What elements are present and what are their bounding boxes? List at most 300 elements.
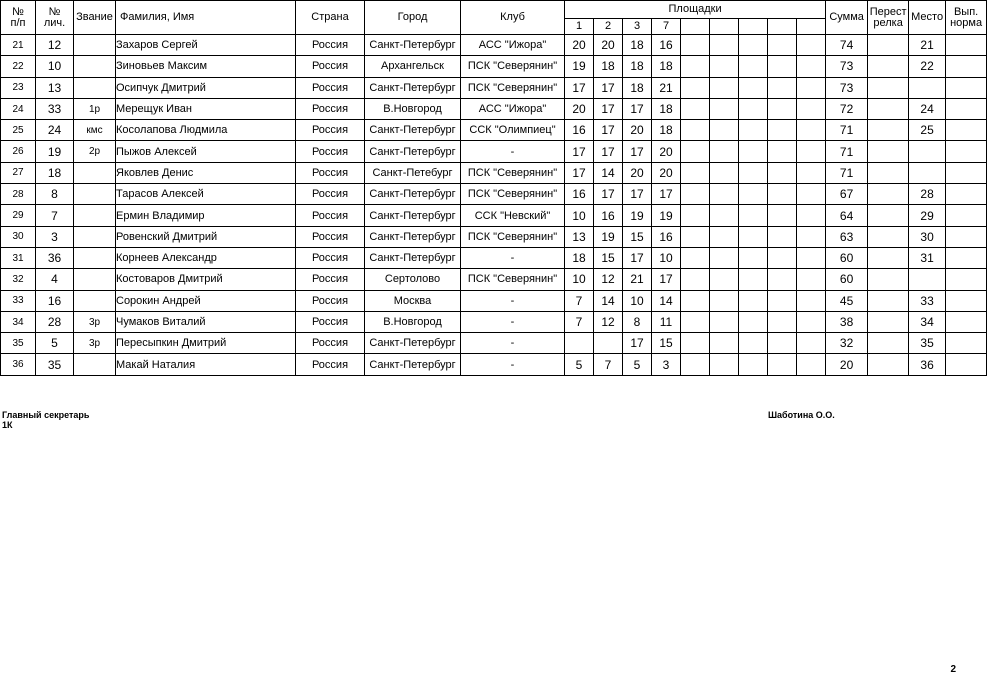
cell-country: Россия <box>296 184 365 205</box>
cell-city: Санкт-Петебург <box>365 162 461 183</box>
cell-platform-score <box>681 226 710 247</box>
cell-club: - <box>461 311 565 332</box>
cell-sum: 73 <box>826 77 868 98</box>
cell-platform-score: 17 <box>594 77 623 98</box>
cell-platform-score: 18 <box>652 120 681 141</box>
cell-platform-score: 20 <box>565 35 594 56</box>
cell-platform-score <box>739 35 768 56</box>
cell-platform-score <box>797 56 826 77</box>
cell-place <box>909 141 946 162</box>
cell-city: Санкт-Петербург <box>365 354 461 375</box>
cell-personal-number: 3 <box>36 226 74 247</box>
cell-norm <box>946 354 987 375</box>
table-row <box>1 77 987 98</box>
cell-platform-score: 17 <box>594 120 623 141</box>
cell-place: 25 <box>909 120 946 141</box>
cell-club: - <box>461 247 565 268</box>
cell-platform-score: 18 <box>565 247 594 268</box>
col-header-rank: Звание <box>74 1 116 35</box>
cell-platform-score: 17 <box>623 333 652 354</box>
cell-rank <box>74 184 116 205</box>
cell-norm <box>946 290 987 311</box>
cell-rank <box>74 354 116 375</box>
cell-np: 21 <box>1 35 36 56</box>
cell-np: 23 <box>1 77 36 98</box>
cell-rank <box>74 56 116 77</box>
cell-platform-score <box>681 77 710 98</box>
platform-number-header: 3 <box>623 19 652 35</box>
cell-platform-score <box>768 205 797 226</box>
cell-rank: 1р <box>74 98 116 119</box>
cell-city: Санкт-Петербург <box>365 120 461 141</box>
cell-platform-score: 17 <box>623 247 652 268</box>
cell-platform-score: 19 <box>565 56 594 77</box>
cell-city: Санкт-Петербург <box>365 247 461 268</box>
cell-platform-score: 10 <box>652 247 681 268</box>
table-row <box>1 269 987 290</box>
cell-personal-number: 28 <box>36 311 74 332</box>
cell-name: Пересыпкин Дмитрий <box>116 333 296 354</box>
cell-platform-score <box>797 98 826 119</box>
cell-place: 31 <box>909 247 946 268</box>
cell-platform-score: 3 <box>652 354 681 375</box>
cell-personal-number: 5 <box>36 333 74 354</box>
cell-club: ПСК "Северянин" <box>461 184 565 205</box>
cell-platform-score <box>739 98 768 119</box>
table-row <box>1 354 987 375</box>
cell-sum: 38 <box>826 311 868 332</box>
cell-platform-score <box>768 120 797 141</box>
cell-platform-score: 5 <box>565 354 594 375</box>
cell-platform-score: 10 <box>565 269 594 290</box>
cell-sum: 74 <box>826 35 868 56</box>
cell-name: Сорокин Андрей <box>116 290 296 311</box>
cell-platform-score <box>797 247 826 268</box>
cell-norm <box>946 226 987 247</box>
cell-sum: 60 <box>826 247 868 268</box>
cell-platform-score <box>681 184 710 205</box>
cell-platform-score: 17 <box>594 141 623 162</box>
cell-platform-score <box>681 333 710 354</box>
cell-platform-score <box>739 290 768 311</box>
cell-club: - <box>461 290 565 311</box>
cell-city: Санкт-Петербург <box>365 226 461 247</box>
cell-club: ПСК "Северянин" <box>461 56 565 77</box>
cell-platform-score: 7 <box>565 290 594 311</box>
cell-name: Мерещук Иван <box>116 98 296 119</box>
cell-platform-score <box>739 226 768 247</box>
cell-np: 30 <box>1 226 36 247</box>
cell-club: ПСК "Северянин" <box>461 226 565 247</box>
cell-country: Россия <box>296 35 365 56</box>
cell-np: 22 <box>1 56 36 77</box>
cell-rank: 3р <box>74 333 116 354</box>
cell-platform-score: 5 <box>623 354 652 375</box>
table-row <box>1 205 987 226</box>
cell-platform-score: 19 <box>623 205 652 226</box>
cell-platform-score: 20 <box>565 98 594 119</box>
cell-shootoff <box>868 35 909 56</box>
cell-club: АСС "Ижора" <box>461 98 565 119</box>
cell-platform-score: 12 <box>594 311 623 332</box>
cell-platform-score: 18 <box>623 77 652 98</box>
col-header-city: Город <box>365 1 461 35</box>
cell-country: Россия <box>296 333 365 354</box>
cell-norm <box>946 184 987 205</box>
table-row <box>1 184 987 205</box>
cell-place <box>909 269 946 290</box>
cell-platform-score <box>768 141 797 162</box>
col-header-name: Фамилия, Имя <box>116 1 296 35</box>
cell-place: 29 <box>909 205 946 226</box>
cell-platform-score: 20 <box>652 162 681 183</box>
cell-shootoff <box>868 311 909 332</box>
cell-personal-number: 10 <box>36 56 74 77</box>
platform-number-header: 7 <box>652 19 681 35</box>
cell-platform-score <box>768 247 797 268</box>
platform-number-header: 1 <box>565 19 594 35</box>
cell-city: Санкт-Петербург <box>365 35 461 56</box>
cell-platform-score: 18 <box>594 56 623 77</box>
table-row <box>1 226 987 247</box>
cell-name: Ровенский Дмитрий <box>116 226 296 247</box>
cell-name: Костоваров Дмитрий <box>116 269 296 290</box>
cell-platform-score: 14 <box>594 162 623 183</box>
cell-platform-score <box>739 141 768 162</box>
cell-name: Макай Наталия <box>116 354 296 375</box>
cell-personal-number: 24 <box>36 120 74 141</box>
cell-country: Россия <box>296 120 365 141</box>
cell-platform-score <box>710 141 739 162</box>
cell-platform-score: 15 <box>594 247 623 268</box>
cell-platform-score: 15 <box>623 226 652 247</box>
cell-platform-score: 17 <box>623 98 652 119</box>
cell-platform-score <box>768 269 797 290</box>
cell-platform-score <box>710 354 739 375</box>
cell-norm <box>946 141 987 162</box>
table-row <box>1 141 987 162</box>
cell-personal-number: 16 <box>36 290 74 311</box>
cell-city: Архангельск <box>365 56 461 77</box>
cell-platform-score: 16 <box>652 226 681 247</box>
cell-club: ССК "Олимпиец" <box>461 120 565 141</box>
cell-platform-score <box>710 120 739 141</box>
secretary-title: Главный секретарь <box>2 410 90 420</box>
col-header-place: Место <box>909 1 946 35</box>
cell-np: 28 <box>1 184 36 205</box>
cell-platform-score <box>681 141 710 162</box>
cell-platform-score: 19 <box>594 226 623 247</box>
cell-place: 33 <box>909 290 946 311</box>
cell-shootoff <box>868 269 909 290</box>
cell-country: Россия <box>296 311 365 332</box>
table-row <box>1 56 987 77</box>
cell-platform-score <box>681 56 710 77</box>
cell-platform-score: 20 <box>652 141 681 162</box>
cell-city: Санкт-Петербург <box>365 184 461 205</box>
cell-platform-score <box>710 290 739 311</box>
cell-shootoff <box>868 333 909 354</box>
cell-norm <box>946 269 987 290</box>
cell-rank <box>74 35 116 56</box>
cell-place: 22 <box>909 56 946 77</box>
platform-number-header <box>681 19 710 35</box>
cell-country: Россия <box>296 162 365 183</box>
secretary-category: 1К <box>2 420 13 430</box>
cell-place <box>909 162 946 183</box>
table-row <box>1 162 987 183</box>
cell-platform-score: 16 <box>652 35 681 56</box>
cell-country: Россия <box>296 77 365 98</box>
cell-shootoff <box>868 290 909 311</box>
cell-name: Яковлев Денис <box>116 162 296 183</box>
cell-club: ПСК "Северянин" <box>461 162 565 183</box>
cell-platform-score <box>739 354 768 375</box>
cell-platform-score: 11 <box>652 311 681 332</box>
table-row <box>1 35 987 56</box>
cell-place: 36 <box>909 354 946 375</box>
cell-rank <box>74 205 116 226</box>
cell-shootoff <box>868 98 909 119</box>
cell-norm <box>946 120 987 141</box>
cell-platform-score <box>681 35 710 56</box>
cell-platform-score <box>710 77 739 98</box>
cell-platform-score <box>681 311 710 332</box>
cell-city: Санкт-Петербург <box>365 141 461 162</box>
cell-norm <box>946 247 987 268</box>
cell-platform-score: 20 <box>623 120 652 141</box>
cell-place: 34 <box>909 311 946 332</box>
cell-platform-score <box>768 77 797 98</box>
cell-norm <box>946 333 987 354</box>
cell-platform-score <box>681 162 710 183</box>
cell-platform-score: 7 <box>594 354 623 375</box>
col-header-sum: Сумма <box>826 1 868 35</box>
page-number: 2 <box>950 664 956 675</box>
col-header-np: № п/п <box>1 1 36 35</box>
cell-place: 30 <box>909 226 946 247</box>
col-header-country: Страна <box>296 1 365 35</box>
cell-platform-score: 18 <box>623 35 652 56</box>
cell-city: Москва <box>365 290 461 311</box>
cell-platform-score <box>710 35 739 56</box>
cell-sum: 63 <box>826 226 868 247</box>
cell-sum: 67 <box>826 184 868 205</box>
cell-platform-score <box>768 226 797 247</box>
cell-platform-score: 7 <box>565 311 594 332</box>
cell-country: Россия <box>296 226 365 247</box>
platform-number-header <box>739 19 768 35</box>
secretary-name: Шаботина О.О. <box>768 410 835 420</box>
cell-platform-score: 20 <box>623 162 652 183</box>
cell-country: Россия <box>296 290 365 311</box>
cell-platform-score <box>768 35 797 56</box>
cell-city: Санкт-Петербург <box>365 77 461 98</box>
cell-country: Россия <box>296 141 365 162</box>
cell-sum: 71 <box>826 141 868 162</box>
cell-platform-score: 17 <box>565 141 594 162</box>
cell-shootoff <box>868 184 909 205</box>
cell-personal-number: 7 <box>36 205 74 226</box>
cell-rank <box>74 77 116 98</box>
cell-club: ССК "Невский" <box>461 205 565 226</box>
cell-platform-score <box>710 184 739 205</box>
cell-np: 29 <box>1 205 36 226</box>
cell-platform-score <box>768 162 797 183</box>
cell-country: Россия <box>296 205 365 226</box>
cell-country: Россия <box>296 56 365 77</box>
cell-platform-score <box>768 56 797 77</box>
cell-platform-score: 17 <box>623 184 652 205</box>
cell-name: Зиновьев Максим <box>116 56 296 77</box>
cell-np: 32 <box>1 269 36 290</box>
cell-platform-score <box>768 354 797 375</box>
cell-platform-score <box>739 184 768 205</box>
cell-np: 31 <box>1 247 36 268</box>
cell-shootoff <box>868 226 909 247</box>
cell-platform-score: 16 <box>565 184 594 205</box>
cell-norm <box>946 35 987 56</box>
cell-platform-score <box>710 226 739 247</box>
cell-norm <box>946 311 987 332</box>
cell-sum: 71 <box>826 162 868 183</box>
cell-platform-score <box>768 333 797 354</box>
cell-norm <box>946 205 987 226</box>
cell-city: В.Новгород <box>365 98 461 119</box>
cell-platform-score: 18 <box>623 56 652 77</box>
cell-country: Россия <box>296 354 365 375</box>
cell-platform-score: 19 <box>652 205 681 226</box>
table-row <box>1 98 987 119</box>
cell-shootoff <box>868 56 909 77</box>
cell-platform-score <box>797 311 826 332</box>
cell-platform-score: 12 <box>594 269 623 290</box>
cell-np: 33 <box>1 290 36 311</box>
cell-platform-score <box>768 311 797 332</box>
cell-country: Россия <box>296 98 365 119</box>
cell-platform-score: 17 <box>652 184 681 205</box>
col-header-shootoff: Перест релка <box>868 1 909 35</box>
cell-place <box>909 77 946 98</box>
cell-rank <box>74 269 116 290</box>
cell-sum: 73 <box>826 56 868 77</box>
cell-platform-score: 17 <box>652 269 681 290</box>
cell-platform-score <box>681 269 710 290</box>
cell-name: Ермин Владимир <box>116 205 296 226</box>
cell-rank <box>74 162 116 183</box>
col-header-nl: № лич. <box>36 1 74 35</box>
table-row <box>1 333 987 354</box>
cell-platform-score: 18 <box>652 98 681 119</box>
cell-personal-number: 36 <box>36 247 74 268</box>
cell-platform-score <box>710 247 739 268</box>
cell-place: 24 <box>909 98 946 119</box>
cell-platform-score <box>710 56 739 77</box>
cell-norm <box>946 56 987 77</box>
cell-platform-score <box>681 290 710 311</box>
cell-np: 26 <box>1 141 36 162</box>
cell-platform-score: 10 <box>623 290 652 311</box>
cell-personal-number: 8 <box>36 184 74 205</box>
cell-platform-score <box>739 77 768 98</box>
cell-shootoff <box>868 162 909 183</box>
cell-norm <box>946 77 987 98</box>
platform-number-header <box>768 19 797 35</box>
cell-city: Санкт-Петербург <box>365 333 461 354</box>
cell-platform-score <box>739 333 768 354</box>
cell-platform-score <box>681 205 710 226</box>
secretary-block <box>2 410 89 430</box>
cell-platform-score <box>797 205 826 226</box>
platform-number-header: 2 <box>594 19 623 35</box>
cell-platform-score <box>797 226 826 247</box>
cell-platform-score <box>681 120 710 141</box>
cell-club: - <box>461 354 565 375</box>
cell-club: ПСК "Северянин" <box>461 77 565 98</box>
cell-platform-score <box>797 290 826 311</box>
table-row <box>1 120 987 141</box>
cell-platform-score <box>594 333 623 354</box>
cell-platform-score: 15 <box>652 333 681 354</box>
cell-platform-score <box>739 269 768 290</box>
cell-platform-score <box>797 184 826 205</box>
cell-platform-score <box>710 311 739 332</box>
cell-personal-number: 12 <box>36 35 74 56</box>
cell-name: Захаров Сергей <box>116 35 296 56</box>
cell-norm <box>946 162 987 183</box>
cell-platform-score <box>797 354 826 375</box>
cell-platform-score <box>681 247 710 268</box>
cell-club: - <box>461 141 565 162</box>
cell-shootoff <box>868 205 909 226</box>
cell-city: В.Новгород <box>365 311 461 332</box>
cell-platform-score <box>681 98 710 119</box>
cell-platform-score <box>797 35 826 56</box>
cell-rank: 3р <box>74 311 116 332</box>
cell-country: Россия <box>296 247 365 268</box>
cell-rank <box>74 226 116 247</box>
cell-platform-score <box>768 184 797 205</box>
cell-sum: 64 <box>826 205 868 226</box>
table-body <box>1 35 987 376</box>
cell-rank <box>74 247 116 268</box>
cell-platform-score: 20 <box>594 35 623 56</box>
cell-sum: 72 <box>826 98 868 119</box>
cell-np: 24 <box>1 98 36 119</box>
cell-name: Осипчук Дмитрий <box>116 77 296 98</box>
cell-name: Корнеев Александр <box>116 247 296 268</box>
cell-personal-number: 4 <box>36 269 74 290</box>
cell-np: 36 <box>1 354 36 375</box>
cell-platform-score <box>797 141 826 162</box>
cell-platform-score: 16 <box>594 205 623 226</box>
cell-club: ПСК "Северянин" <box>461 269 565 290</box>
cell-platform-score: 17 <box>565 162 594 183</box>
cell-platform-score <box>768 290 797 311</box>
cell-np: 27 <box>1 162 36 183</box>
cell-platform-score <box>739 120 768 141</box>
cell-platform-score: 10 <box>565 205 594 226</box>
table-row <box>1 247 987 268</box>
cell-platform-score <box>710 333 739 354</box>
cell-personal-number: 35 <box>36 354 74 375</box>
cell-platform-score <box>739 247 768 268</box>
cell-rank: 2р <box>74 141 116 162</box>
cell-name: Косолапова Людмила <box>116 120 296 141</box>
cell-platform-score: 17 <box>594 184 623 205</box>
cell-sum: 60 <box>826 269 868 290</box>
cell-shootoff <box>868 247 909 268</box>
